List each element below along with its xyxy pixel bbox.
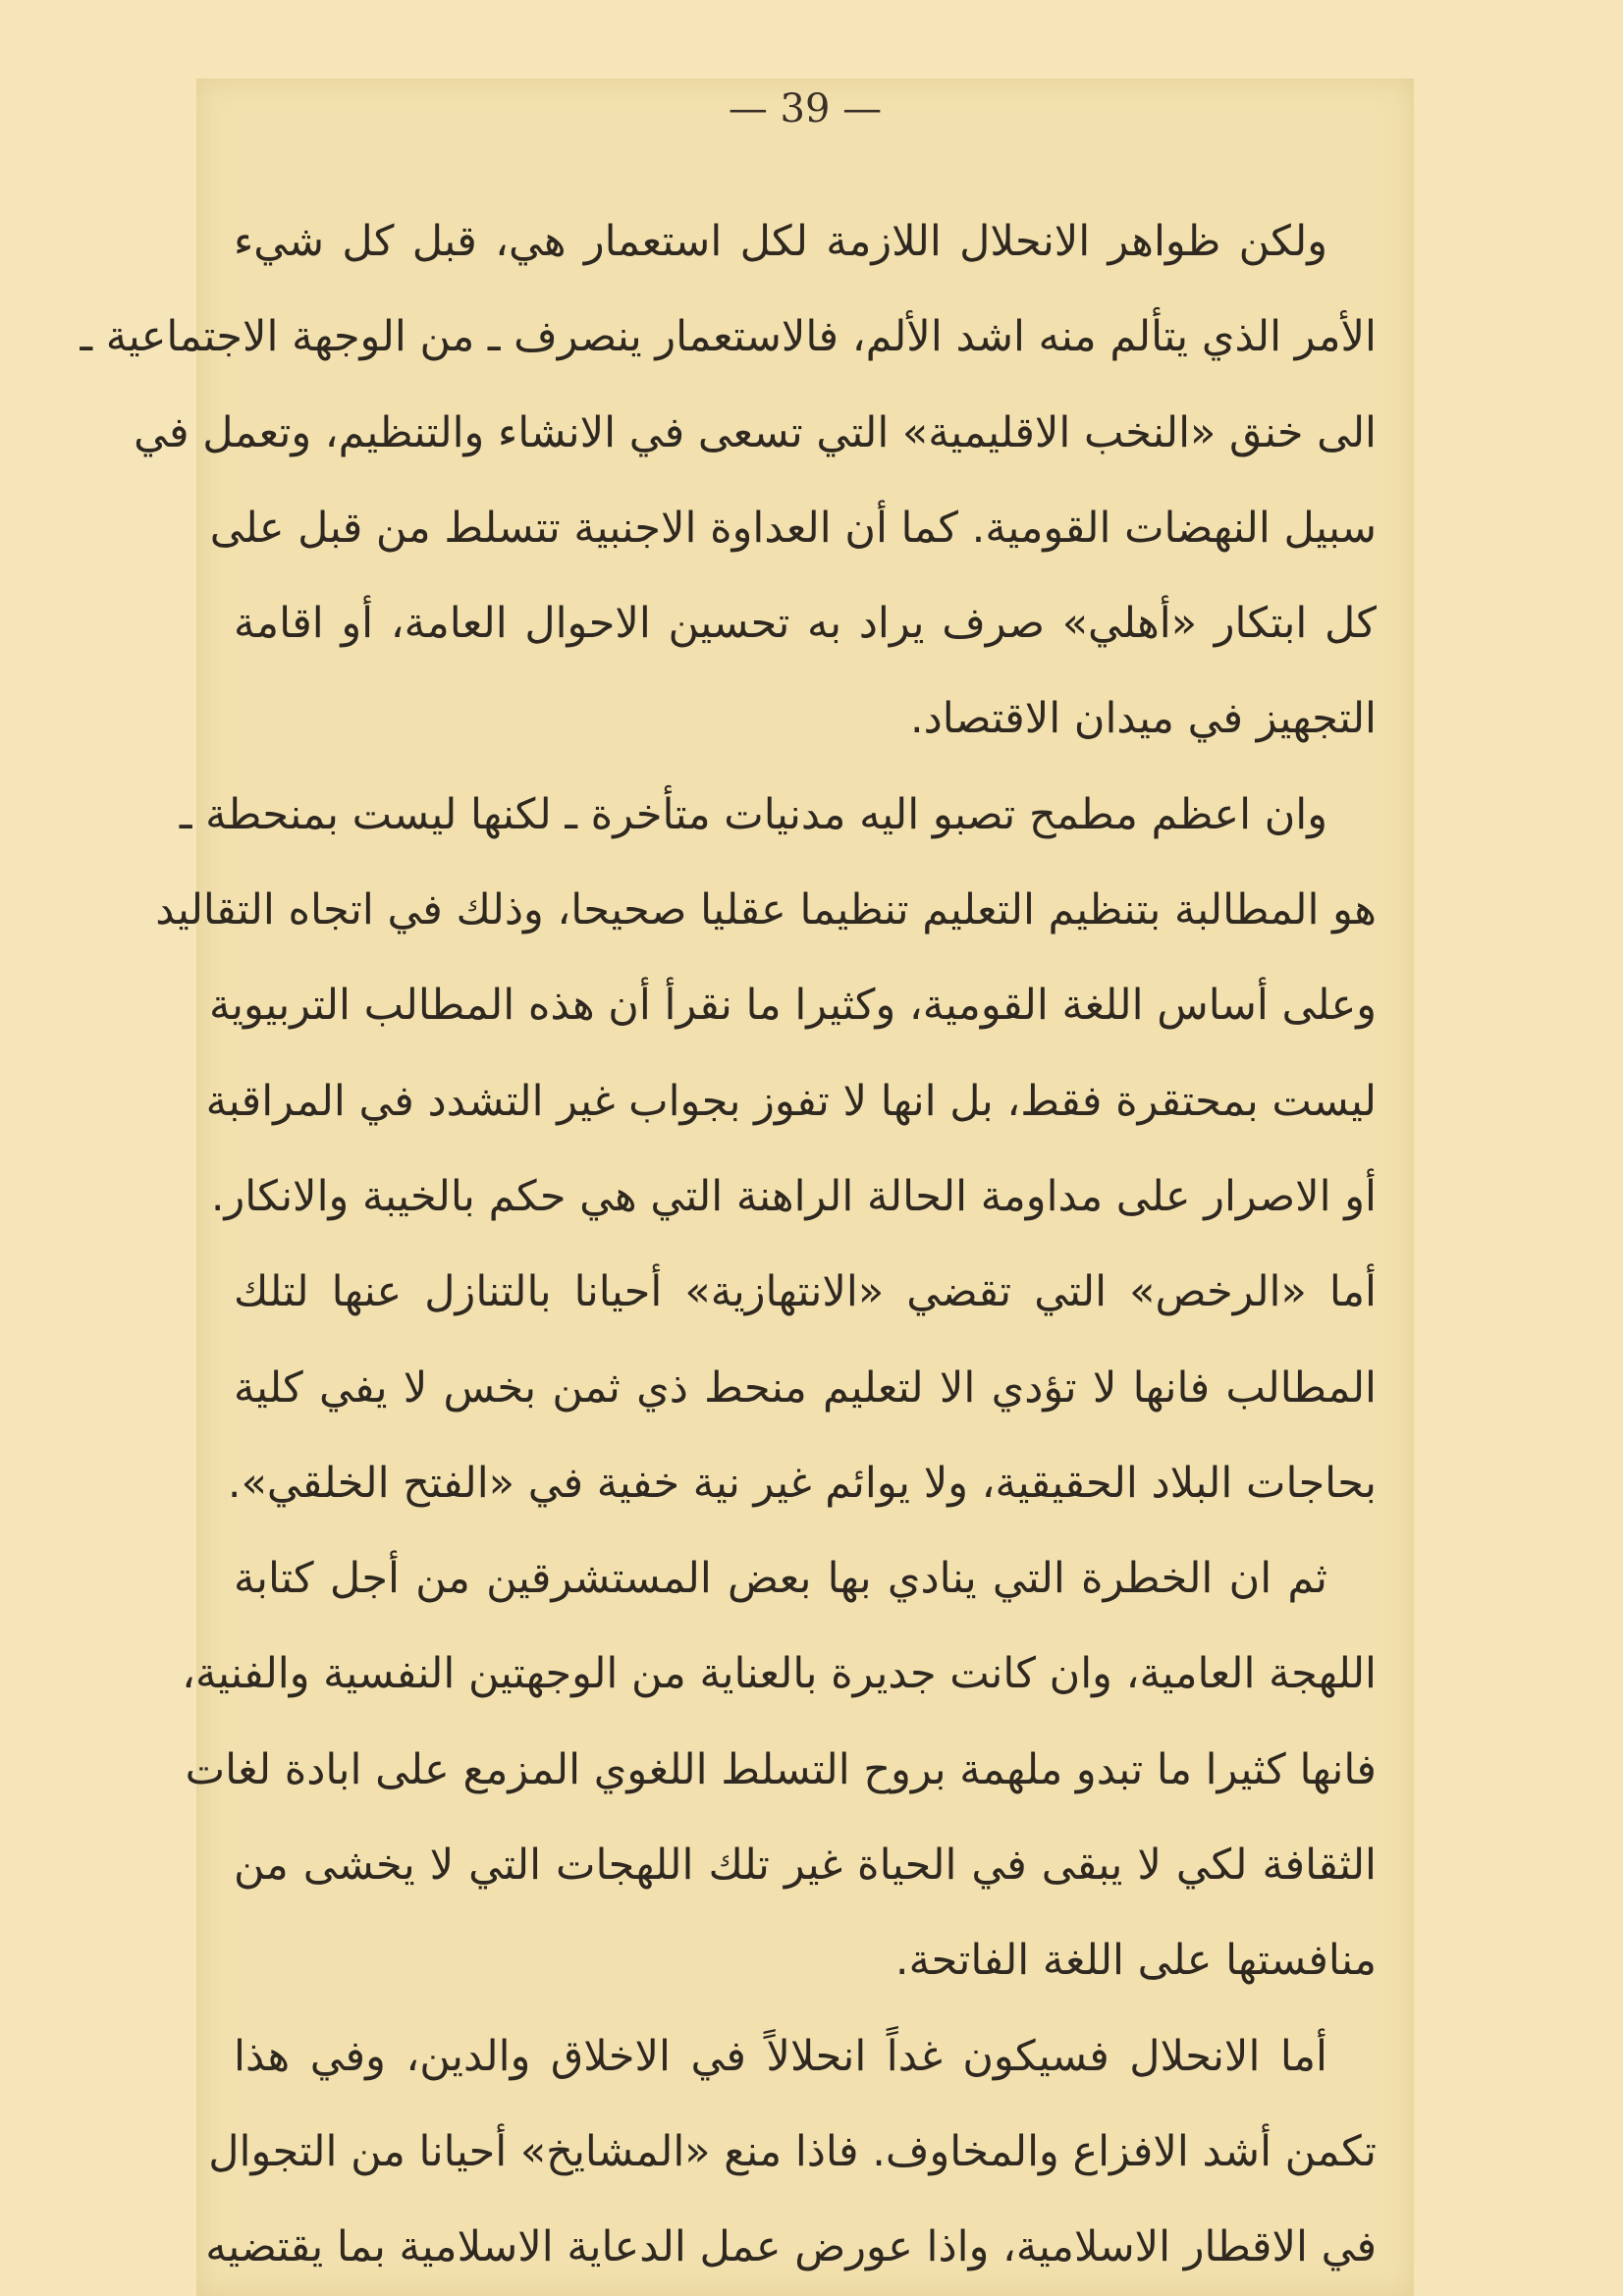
text-line: منافستها على اللغة الفاتحة. [894,1936,1377,1986]
text-line: التجهيز في ميدان الاقتصاد. [909,694,1377,744]
text-line: أما «الرخص» التي تقضي «الانتهازية» أحيانا بالتنازل عنها لتلك [234,1267,1377,1317]
page-number: — 39 — [728,86,883,132]
text-line: المطالب فانها لا تؤدي الا لتعليم منحط ذي ثمن بخس لا يفي كلية [234,1362,1377,1413]
paragraph-2 [155,768,1377,1531]
paragraph-4 [205,2009,1377,2296]
text-line: أو الاصرار على مداومة الحالة الراهنة التي هي حكم بالخيبة والانكار. [210,1171,1377,1221]
text-line: اللهجة العامية، وان كانت جديرة بالعناية من الوجهتين النفسية والفنية، [182,1649,1377,1699]
text-line: الى خنق «النخب الاقليمية» التي تسعى في الانشاء والتنظيم، وتعمل في [134,407,1377,457]
text-line: كل ابتكار «أهلي» صرف يراد به تحسين الاحوال العامة، أو اقامة [234,599,1377,649]
text-line: تكمن أشد الافزاع والمخاوف. فاذا منع «المشايخ» أحيانا من التجوال [208,2126,1377,2176]
text-line: هو المطالبة بتنظيم التعليم تنظيما عقليا صحيحا، وذلك في اتجاه التقاليد [155,885,1377,935]
text-line: ولكن ظواهر الانحلال اللازمة لكل استعمار هي، قبل كل شيء [234,217,1327,266]
text-line: الأمر الذي يتألم منه اشد الألم، فالاستعمار ينصرف ـ من الوجهة الاجتماعية ـ [80,312,1377,362]
text-line: أما الانحلال فسيكون غداً انحلالاً في الاخلاق والدين، وفي هذا [234,2031,1327,2081]
text-line: وعلى أساس اللغة القومية، وكثيرا ما نقرأ أن هذه المطالب التربيوية [208,981,1377,1031]
text-line: الثقافة لكي لا يبقى في الحياة غير تلك اللهجات التي لا يخشى من [234,1841,1377,1891]
text-line: ليست بمحتقرة فقط، بل انها لا تفوز بجواب غير التشدد في المراقبة [205,1076,1377,1126]
text-line: بحاجات البلاد الحقيقية، ولا يوائم غير نية خفية في «الفتح الخلقي». [227,1458,1377,1508]
paragraph-1 [80,194,1377,768]
text-line: سبيل النهضات القومية. كما أن العداوة الاجنبية تتسلط من قبل على [209,503,1377,553]
paragraph-3 [182,1531,1377,2008]
book-page [80,79,1414,2296]
text-line: ثم ان الخطرة التي ينادي بها بعض المستشرقين من أجل كتابة [234,1554,1327,1604]
page-text [80,194,1377,2296]
text-line: وان اعظم مطمح تصبو اليه مدنيات متأخرة ـ لكنها ليست بمنحطة ـ [179,789,1327,839]
text-line: فانها كثيرا ما تبدو ملهمة بروح التسلط اللغوي المزمع على ابادة لغات [185,1744,1377,1794]
text-line: في الاقطار الاسلامية، واذا عورض عمل الدعاية الاسلامية بما يقتضيه [205,2222,1377,2272]
